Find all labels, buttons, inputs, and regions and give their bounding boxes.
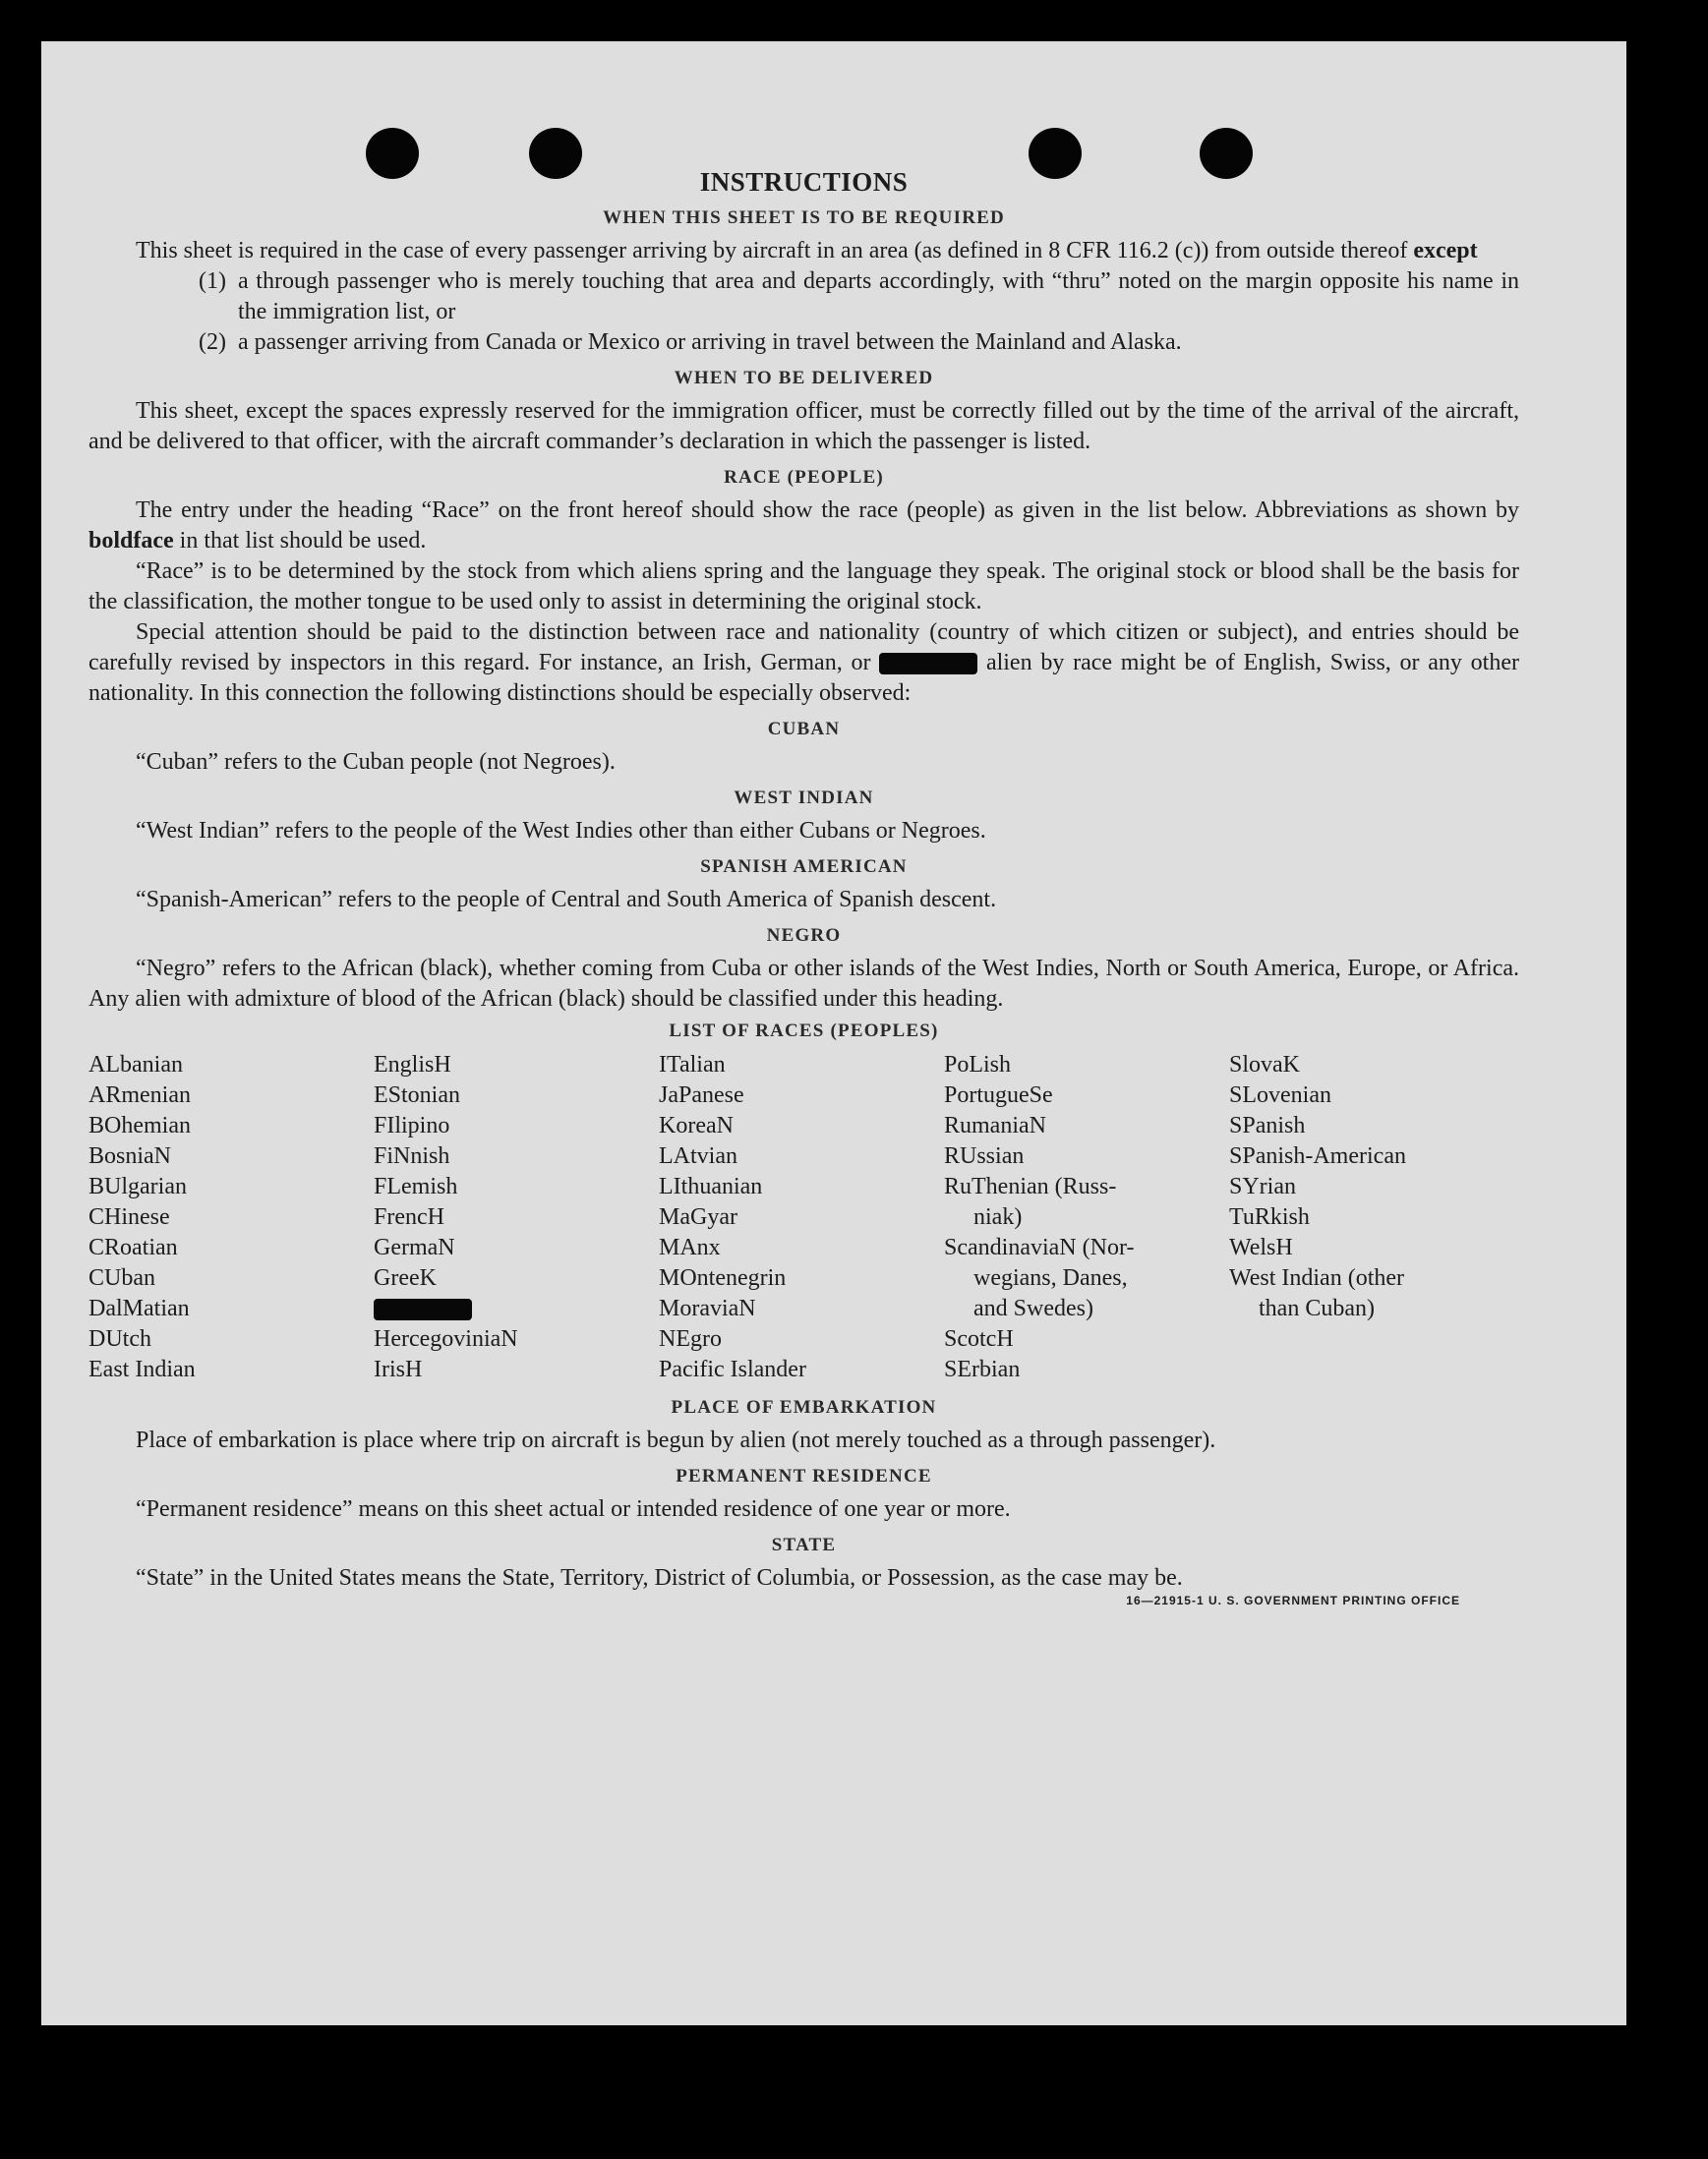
race-item: MAnx	[659, 1235, 721, 1260]
race-item: SLovenian	[1229, 1082, 1331, 1108]
paragraph: “Negro” refers to the African (black), whether coming from Cuba or other islands of the West Indies, North or South America, Europe, or Africa. Any alien with admixture of blood of the African (black) should be classified under this heading.	[88, 956, 1519, 1012]
race-column	[944, 1050, 1229, 1385]
race-item-continued: niak)	[973, 1204, 1023, 1230]
race-item: GermaN	[374, 1235, 455, 1260]
list-item: (2) a passenger arriving from Canada or Mexico or arriving in travel between the Mainland and Alaska.	[199, 329, 1182, 355]
race-item: RUssian	[944, 1143, 1025, 1169]
race-item: MOntenegrin	[659, 1265, 787, 1291]
race-item: FrencH	[374, 1204, 444, 1230]
race-item: IrisH	[374, 1357, 423, 1382]
race-column	[374, 1050, 659, 1385]
list-item: (1) a through passenger who is merely touching that area and departs accordingly, with “thru” noted on the margin opposite his name in the immigration list, or	[199, 268, 1519, 324]
race-item: PoLish	[944, 1052, 1012, 1078]
race-item: FiNnish	[374, 1143, 450, 1169]
race-item-continued: than Cuban)	[1259, 1296, 1375, 1321]
race-item: HercegoviniaN	[374, 1326, 518, 1352]
section-heading: CUBAN	[767, 719, 841, 739]
instructions-body	[88, 167, 1519, 1613]
section-heading: STATE	[771, 1535, 837, 1555]
race-item: RumaniaN	[944, 1113, 1046, 1138]
race-item: CHinese	[88, 1204, 170, 1230]
section-heading: NEGRO	[766, 925, 842, 946]
paragraph: “Permanent residence” means on this sheet actual or intended residence of one year or more.	[136, 1496, 1011, 1522]
paragraph: Special attention should be paid to the distinction between race and nationality (country of which citizen or subject), and entries should be carefully revised by inspectors in this regard. For instance, an Irish, German, or alien by race might be of English, Swiss, or any other nationality. In this connection the following distinctions should be especially observed:	[88, 619, 1519, 706]
race-item: West Indian (other	[1229, 1265, 1405, 1291]
race-item: LAtvian	[659, 1143, 737, 1169]
race-item: SErbian	[944, 1357, 1021, 1382]
race-item: KoreaN	[659, 1113, 734, 1138]
race-item: SPanish	[1229, 1113, 1306, 1138]
race-item-continued: and Swedes)	[973, 1296, 1093, 1321]
paragraph: This sheet, except the spaces expressly reserved for the immigration officer, must be correctly filled out by the time of the arrival of the aircraft, and be delivered to that officer, with the aircraft commander’s declaration in which the passenger is listed.	[88, 398, 1519, 454]
race-list	[88, 1050, 1516, 1385]
page-title: INSTRUCTIONS	[699, 167, 909, 197]
paragraph: This sheet is required in the case of every passenger arriving by aircraft in an area (as defined in 8 CFR 116.2 (c)) from outside thereof except	[136, 238, 1478, 263]
race-column	[1229, 1050, 1514, 1385]
race-item-redacted	[374, 1294, 659, 1324]
section-heading: WEST INDIAN	[734, 788, 874, 808]
section-heading: PLACE OF EMBARKATION	[671, 1397, 937, 1418]
race-item: FLemish	[374, 1174, 458, 1199]
redaction-mark	[879, 653, 977, 674]
race-item: NEgro	[659, 1326, 722, 1352]
section-heading: WHEN THIS SHEET IS TO BE REQUIRED	[603, 207, 1005, 228]
race-item: FIlipino	[374, 1113, 450, 1138]
race-column	[88, 1050, 374, 1385]
race-item: SlovaK	[1229, 1052, 1300, 1078]
race-item: DalMatian	[88, 1296, 190, 1321]
race-item: LIthuanian	[659, 1174, 763, 1199]
race-item: ARmenian	[88, 1082, 191, 1108]
paragraph: “State” in the United States means the State, Territory, District of Columbia, or Possession, as the case may be.	[136, 1565, 1183, 1591]
race-item: ALbanian	[88, 1052, 183, 1078]
race-item: MaGyar	[659, 1204, 737, 1230]
paragraph: The entry under the heading “Race” on the front hereof should show the race (people) as given in the list below. Abbreviations as shown by boldface in that list should be used.	[88, 497, 1519, 554]
document-page	[41, 41, 1626, 2025]
race-item: MoraviaN	[659, 1296, 756, 1321]
paragraph: Place of embarkation is place where trip on aircraft is begun by alien (not merely touched as a through passenger).	[136, 1428, 1216, 1453]
section-heading: LIST OF RACES (PEOPLES)	[669, 1021, 939, 1041]
section-heading: WHEN TO BE DELIVERED	[674, 368, 934, 388]
race-item: SYrian	[1229, 1174, 1296, 1199]
race-item: EStonian	[374, 1082, 460, 1108]
race-item-continued: wegians, Danes,	[973, 1265, 1128, 1291]
paragraph: “Spanish-American” refers to the people of Central and South America of Spanish descent.	[136, 887, 997, 912]
race-item: PortugueSe	[944, 1082, 1053, 1108]
race-item: EnglisH	[374, 1052, 451, 1078]
printer-imprint: 16—21915-1 U. S. GOVERNMENT PRINTING OFFICE	[1126, 1594, 1460, 1607]
race-item: BUlgarian	[88, 1174, 187, 1199]
race-item: JaPanese	[659, 1082, 744, 1108]
race-item: CUban	[88, 1265, 155, 1291]
race-item: Pacific Islander	[659, 1357, 806, 1382]
section-heading: RACE (PEOPLE)	[724, 467, 884, 488]
race-item: WelsH	[1229, 1235, 1293, 1260]
race-item: GreeK	[374, 1265, 437, 1291]
paragraph: “West Indian” refers to the people of the West Indies other than either Cubans or Negroes.	[136, 818, 986, 844]
section-heading: PERMANENT RESIDENCE	[676, 1466, 932, 1487]
race-item: SPanish-American	[1229, 1143, 1406, 1169]
paragraph: “Race” is to be determined by the stock from which aliens spring and the language they speak. The original stock or blood shall be the basis for the classification, the mother tongue to be used only to assist in determining the original stock.	[88, 558, 1519, 614]
race-item: ITalian	[659, 1052, 726, 1078]
section-heading: SPANISH AMERICAN	[700, 856, 908, 877]
race-item: ScandinaviaN (Nor-	[944, 1235, 1135, 1260]
race-item: ScotcH	[944, 1326, 1014, 1352]
race-item: East Indian	[88, 1357, 196, 1382]
race-item: DUtch	[88, 1326, 151, 1352]
redaction-mark	[374, 1299, 472, 1320]
race-column	[659, 1050, 944, 1385]
race-item: BOhemian	[88, 1113, 191, 1138]
paragraph: “Cuban” refers to the Cuban people (not Negroes).	[136, 749, 616, 775]
race-item: RuThenian (Russ-	[944, 1174, 1117, 1199]
race-item: BosniaN	[88, 1143, 171, 1169]
race-item: TuRkish	[1229, 1204, 1310, 1230]
race-item: CRoatian	[88, 1235, 178, 1260]
